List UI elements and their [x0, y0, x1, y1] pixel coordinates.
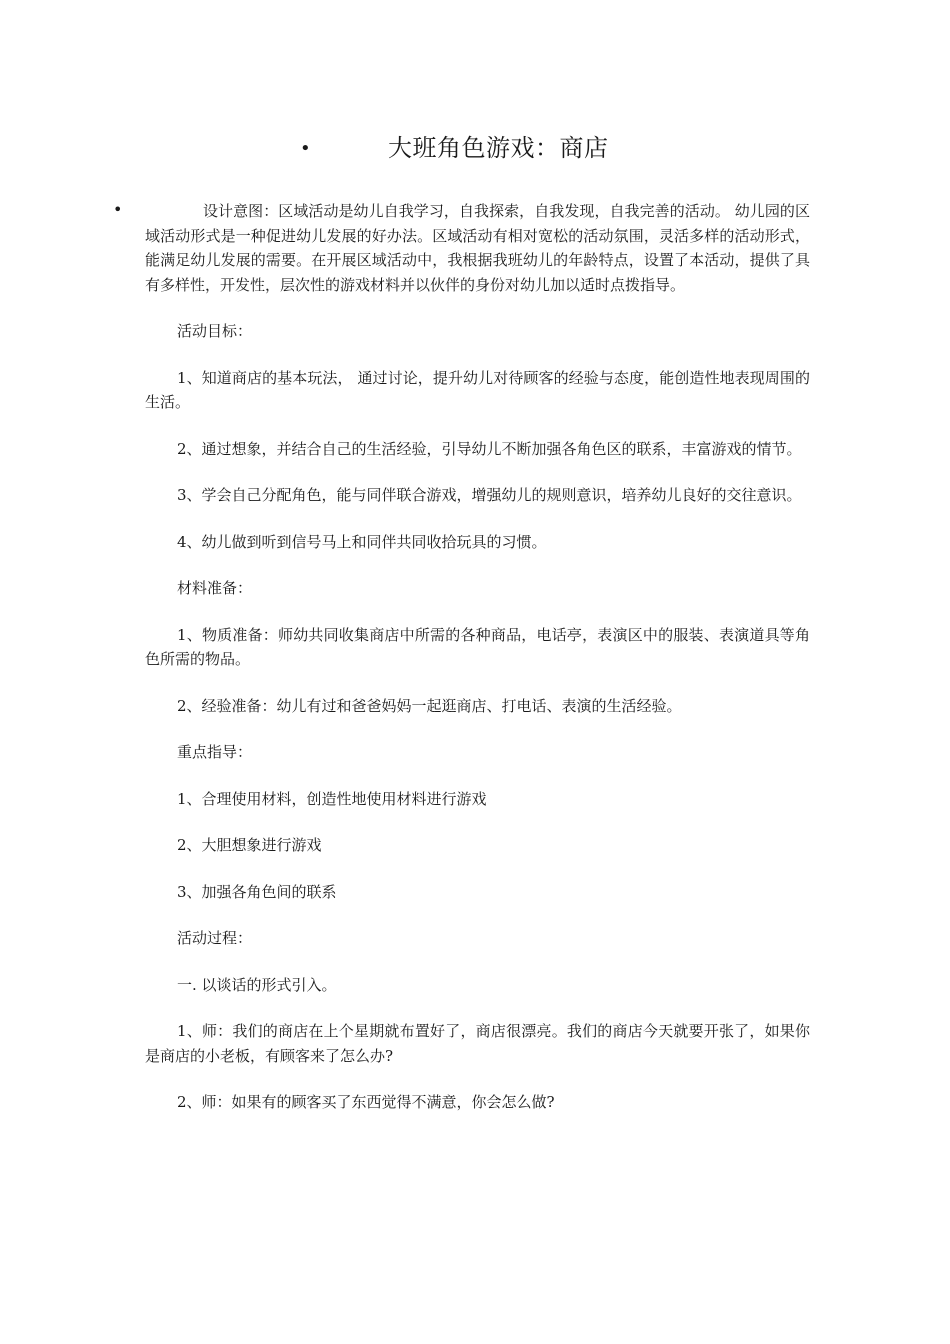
document-title: 大班角色游戏：商店	[388, 134, 609, 162]
body-bullet: •	[113, 200, 123, 219]
section-heading-goals: 活动目标：	[177, 322, 253, 340]
process-item-2: 2、师：如果有的顾客买了东西觉得不满意，你会怎么做?	[177, 1093, 555, 1111]
goal-item-2: 2、通过想象，并结合自己的生活经验，引导幼儿不断加强各角色区的联系，丰富游戏的情节。	[177, 439, 802, 458]
title-bullet: •	[300, 138, 311, 159]
guidance-item-1: 1、合理使用材料，创造性地使用材料进行游戏	[177, 789, 487, 808]
section-heading-guidance: 重点指导：	[177, 743, 253, 761]
process-step-heading: 一. 以谈话的形式引入。	[177, 975, 337, 994]
design-intent-paragraph: 设计意图：区域活动是幼儿自我学习，自我探索，自我发现，自我完善的活动。 幼儿园的区域活动形式是一种促进幼儿发展的好办法。区域活动有相对宽松的活动氛围，灵活多样的活动形式，能满足幼儿发展的需要。在开展区域活动中，我根据我班幼儿的年龄特点，设置了本活动，提供了具有多样性，开发性，层次性的游戏材料并以伙伴的身份对幼儿加以适时点拨指导。	[145, 202, 810, 294]
section-heading-materials: 材料准备：	[177, 579, 253, 597]
goal-item-3: 3、学会自己分配角色，能与同伴联合游戏，增强幼儿的规则意识，培养幼儿良好的交往意识。	[177, 486, 802, 504]
materials-item-2: 2、经验准备：幼儿有过和爸爸妈妈一起逛商店、打电话、表演的生活经验。	[177, 696, 682, 715]
guidance-item-3: 3、加强各角色间的联系	[177, 882, 337, 901]
goal-item-4: 4、幼儿做到听到信号马上和同伴共同收拾玩具的习惯。	[177, 532, 547, 551]
goal-item-1: 1、知道商店的基本玩法， 通过讨论，提升幼儿对待顾客的经验与态度，能创造性地表现周围的生活。	[145, 368, 810, 411]
guidance-item-2: 2、大胆想象进行游戏	[177, 836, 322, 854]
materials-item-1: 1、物质准备：师幼共同收集商店中所需的各种商品，电话亭，表演区中的服装、表演道具等角色所需的物品。	[145, 625, 810, 668]
document-body	[145, 199, 810, 1137]
process-item-1: 1、师：我们的商店在上个星期就布置好了，商店很漂亮。我们的商店今天就要开张了，如果你是商店的小老板，有顾客来了怎么办?	[145, 1022, 810, 1065]
section-heading-process: 活动过程：	[177, 929, 253, 947]
